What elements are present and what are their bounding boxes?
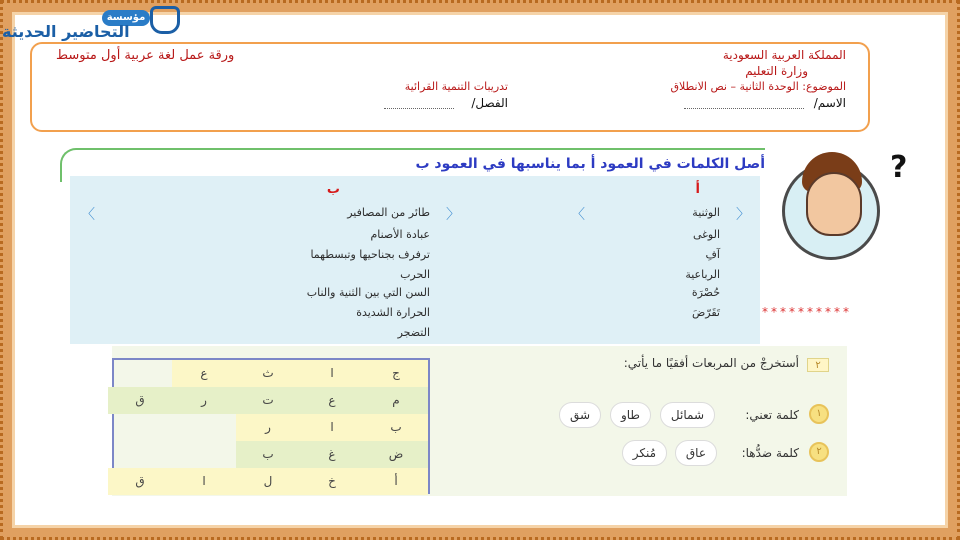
grid-exercise <box>112 346 847 496</box>
grid-cell: ا <box>172 468 236 495</box>
item2-option: عاق <box>675 440 717 466</box>
grid-cell: ع <box>300 387 364 414</box>
col-b-header: ب <box>326 182 340 197</box>
country-label: المملكة العربية السعودية <box>722 48 846 62</box>
col-a-item: حُصْرَة <box>691 286 720 299</box>
brand-logo <box>2 2 182 44</box>
face-head <box>806 172 862 236</box>
question-number: ٢ <box>807 358 829 372</box>
logo-main-label: التحاضير الحديثة <box>2 22 130 41</box>
grid-cell: م <box>364 387 428 414</box>
grid-cell: ض <box>364 441 428 468</box>
grid-question: أستخرجْ من المربعات أفقيًا ما يأتي: <box>623 356 799 370</box>
grid-cell: غ <box>300 441 364 468</box>
grid-cell: ر <box>172 387 236 414</box>
col-b-item: ترفرف بجناحيها وتبسطهما <box>310 248 430 261</box>
item2-option: مُنكر <box>622 440 667 466</box>
grid-cell: ع <box>172 360 236 387</box>
grid-cell: ل <box>236 468 300 495</box>
grid-cell: ث <box>236 360 300 387</box>
bracket-icon: 〈 <box>446 207 460 223</box>
match-title: أصل الكلمات في العمود أ بما يناسبها في العمود ب <box>415 156 765 172</box>
bracket-icon: 〈 <box>736 207 750 223</box>
name-line <box>684 108 804 109</box>
grid-cell: ت <box>236 387 300 414</box>
item1-label: كلمة تعني: <box>745 408 799 422</box>
col-b-item: عبادة الأصنام <box>370 228 430 241</box>
bracket-icon: 〉 <box>571 207 585 223</box>
worksheet-header <box>30 42 870 132</box>
grid-cell <box>172 441 236 468</box>
letter-grid <box>112 358 430 494</box>
grid-cell: ج <box>364 360 428 387</box>
class-line <box>384 108 454 109</box>
col-b-item: التضجر <box>397 326 430 339</box>
ministry-label: وزارة التعليم <box>745 64 808 78</box>
item1-option: شمائل <box>660 402 715 428</box>
class-label: الفصل/ <box>471 96 508 110</box>
grid-cell: ا <box>300 414 364 441</box>
item1-option: طاو <box>610 402 651 428</box>
bracket-icon: 〉 <box>81 207 95 223</box>
topic-extra-label: تدريبات التنمية القرائية <box>404 80 508 93</box>
thinking-man-icon <box>782 150 932 260</box>
bullet-icon: ١ <box>809 404 829 424</box>
grid-cell: ا <box>300 360 364 387</box>
topic-label: الموضوع: الوحدة الثانية – نص الانطلاق <box>670 80 846 93</box>
name-label: الاسم/ <box>813 96 846 110</box>
logo-top-label: مؤسسة <box>102 10 150 26</box>
match-table <box>70 176 760 344</box>
grid-cell: أ <box>364 468 428 495</box>
col-a-header: أ <box>695 182 700 197</box>
item2-label: كلمة ضدُّها: <box>741 446 799 460</box>
col-a-item: آفِ <box>705 248 720 261</box>
grid-cell: ر <box>236 414 300 441</box>
question-mark-icon: ? <box>890 150 908 185</box>
grid-cell: ب <box>364 414 428 441</box>
worksheet-title: ورقة عمل لغة عربية أول متوسط <box>56 48 235 63</box>
col-b-item: السن التي بين الثنية والناب <box>306 286 430 299</box>
grid-cell <box>108 441 172 468</box>
grid-cell <box>108 360 172 387</box>
col-b-item: طائر من المصافير <box>347 206 430 219</box>
col-a-item: الرباعية <box>685 268 720 281</box>
item1-option: شق <box>559 402 601 428</box>
col-b-item: الحرارة الشديدة <box>356 306 430 319</box>
col-b-item: الحرب <box>400 268 430 281</box>
star-divider: ********** <box>762 305 852 319</box>
grid-cell: خ <box>300 468 364 495</box>
grid-cell: ب <box>236 441 300 468</box>
bullet-icon: ٢ <box>809 442 829 462</box>
col-a-item: الوثنية <box>692 206 720 219</box>
grid-cell <box>172 414 236 441</box>
col-a-item: تَقَرّضَ <box>692 306 720 319</box>
grid-cell: ق <box>108 468 172 495</box>
grid-cell <box>108 414 172 441</box>
col-a-item: الوغى <box>692 228 720 241</box>
grid-cell: ق <box>108 387 172 414</box>
